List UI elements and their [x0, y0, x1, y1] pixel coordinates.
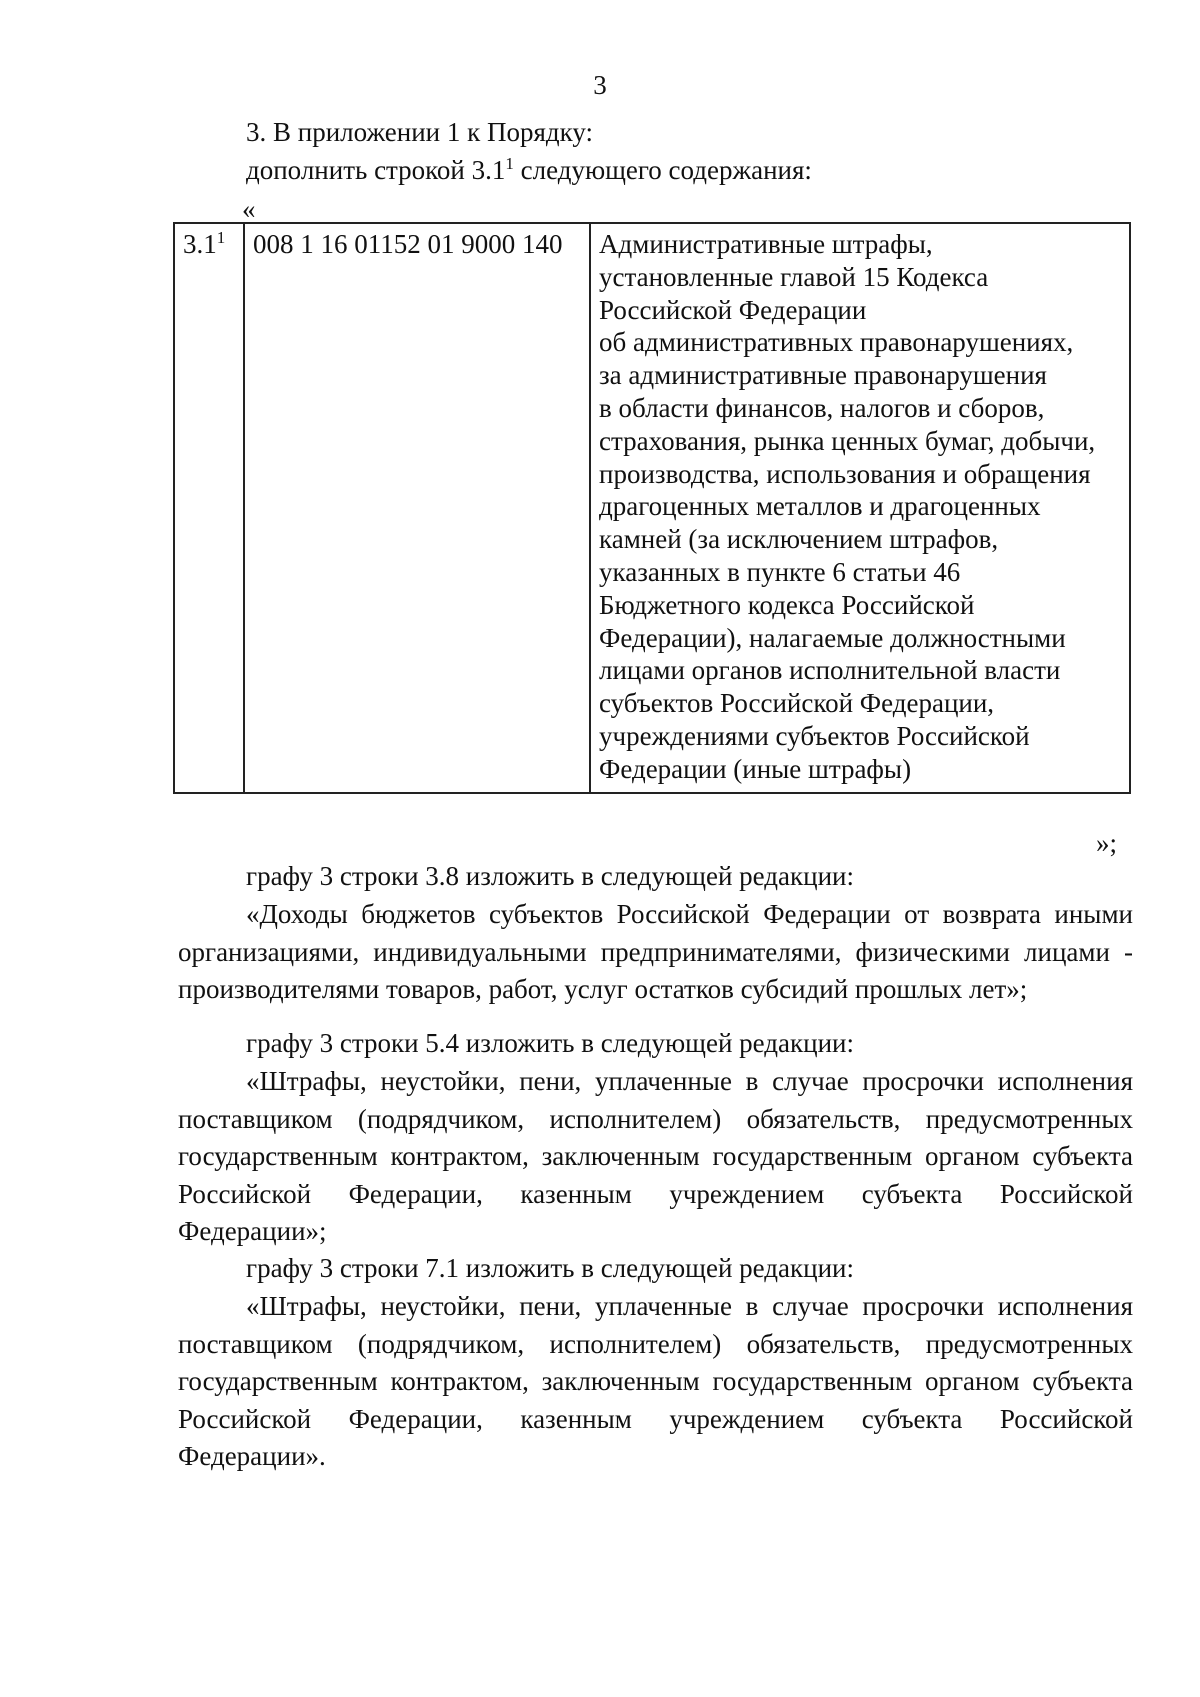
description-line: Бюджетного кодекса Российской [599, 589, 975, 620]
row-number-superscript: 1 [216, 228, 226, 247]
description-line: страхования, рынка ценных бумаг, добычи, [599, 425, 1096, 456]
intro-line-1: 3. В приложении 1 к Порядку: [246, 117, 593, 147]
description-line: производства, использования и обращения [599, 458, 1091, 489]
description-line: драгоценных металлов и драгоценных [599, 491, 1041, 522]
budget-code: 008 1 16 01152 01 9000 140 [253, 229, 563, 259]
description-line: об административных правонарушениях, [599, 327, 1074, 358]
amendment-text: «Штрафы, неустойки, пени, уплаченные в случае просрочки исполнения поставщиком (подрядчиком, исполнителем) обязательств, предусмотренных государственным контрактом, заключенным государственным органом субъекта Российской Федерации, казенным учреждением субъекта Российской Федерации»; [178, 1066, 1133, 1246]
description-line: Российской Федерации [599, 294, 867, 325]
row-number-cell [174, 223, 244, 793]
amendment-heading: графу 3 строки 5.4 изложить в следующей редакции: [246, 1028, 854, 1058]
amendment-text: «Штрафы, неустойки, пени, уплаченные в случае просрочки исполнения поставщиком (подрядчиком, исполнителем) обязательств, предусмотренных государственным контрактом, заключенным государственным органом субъекта Российской Федерации, казенным учреждением субъекта Российской Федерации». [178, 1291, 1133, 1471]
table-row [174, 223, 1130, 793]
description-line: Административные штрафы, [599, 229, 933, 259]
inserted-row-table [173, 222, 1131, 794]
description-line: Федерации (иные штрафы) [599, 753, 912, 784]
intro-line-2-text-end: следующего содержания: [513, 155, 812, 185]
description-line: лицами органов исполнительной власти [599, 655, 1061, 686]
intro-line-2 [246, 154, 812, 186]
amendment-heading: графу 3 строки 3.8 изложить в следующей редакции: [246, 861, 854, 891]
description-line: Федерации), налагаемые должностными [599, 622, 1066, 653]
description-cell [590, 223, 1130, 793]
description-line: субъектов Российской Федерации, [599, 688, 995, 719]
intro-line-2-text: дополнить строкой 3.1 [246, 155, 506, 185]
amendment-heading: графу 3 строки 7.1 изложить в следующей редакции: [246, 1253, 854, 1283]
description-line: учреждениями субъектов Российской [599, 720, 1030, 751]
intro-line-2-superscript: 1 [505, 154, 514, 173]
budget-code-cell [244, 223, 590, 793]
description-line: за административные правонарушения [599, 360, 1047, 391]
page-number: 3 [593, 70, 607, 100]
description-line: в области финансов, налогов и сборов, [599, 392, 1045, 423]
description-line: указанных в пункте 6 статьи 46 [599, 556, 961, 587]
amendment-text: «Доходы бюджетов субъектов Российской Федерации от возврата иными организациями, индивидуальными предпринимателями, физическими лицами - производителями товаров, работ, услуг остатков субсидий прошлых лет»; [178, 899, 1133, 1004]
closing-quote: »; [1096, 828, 1118, 858]
description-line: камней (за исключением штрафов, [599, 524, 999, 555]
row-number: 3.1 [183, 229, 217, 259]
opening-quote: « [242, 194, 256, 224]
description-line: установленные главой 15 Кодекса [599, 261, 989, 292]
